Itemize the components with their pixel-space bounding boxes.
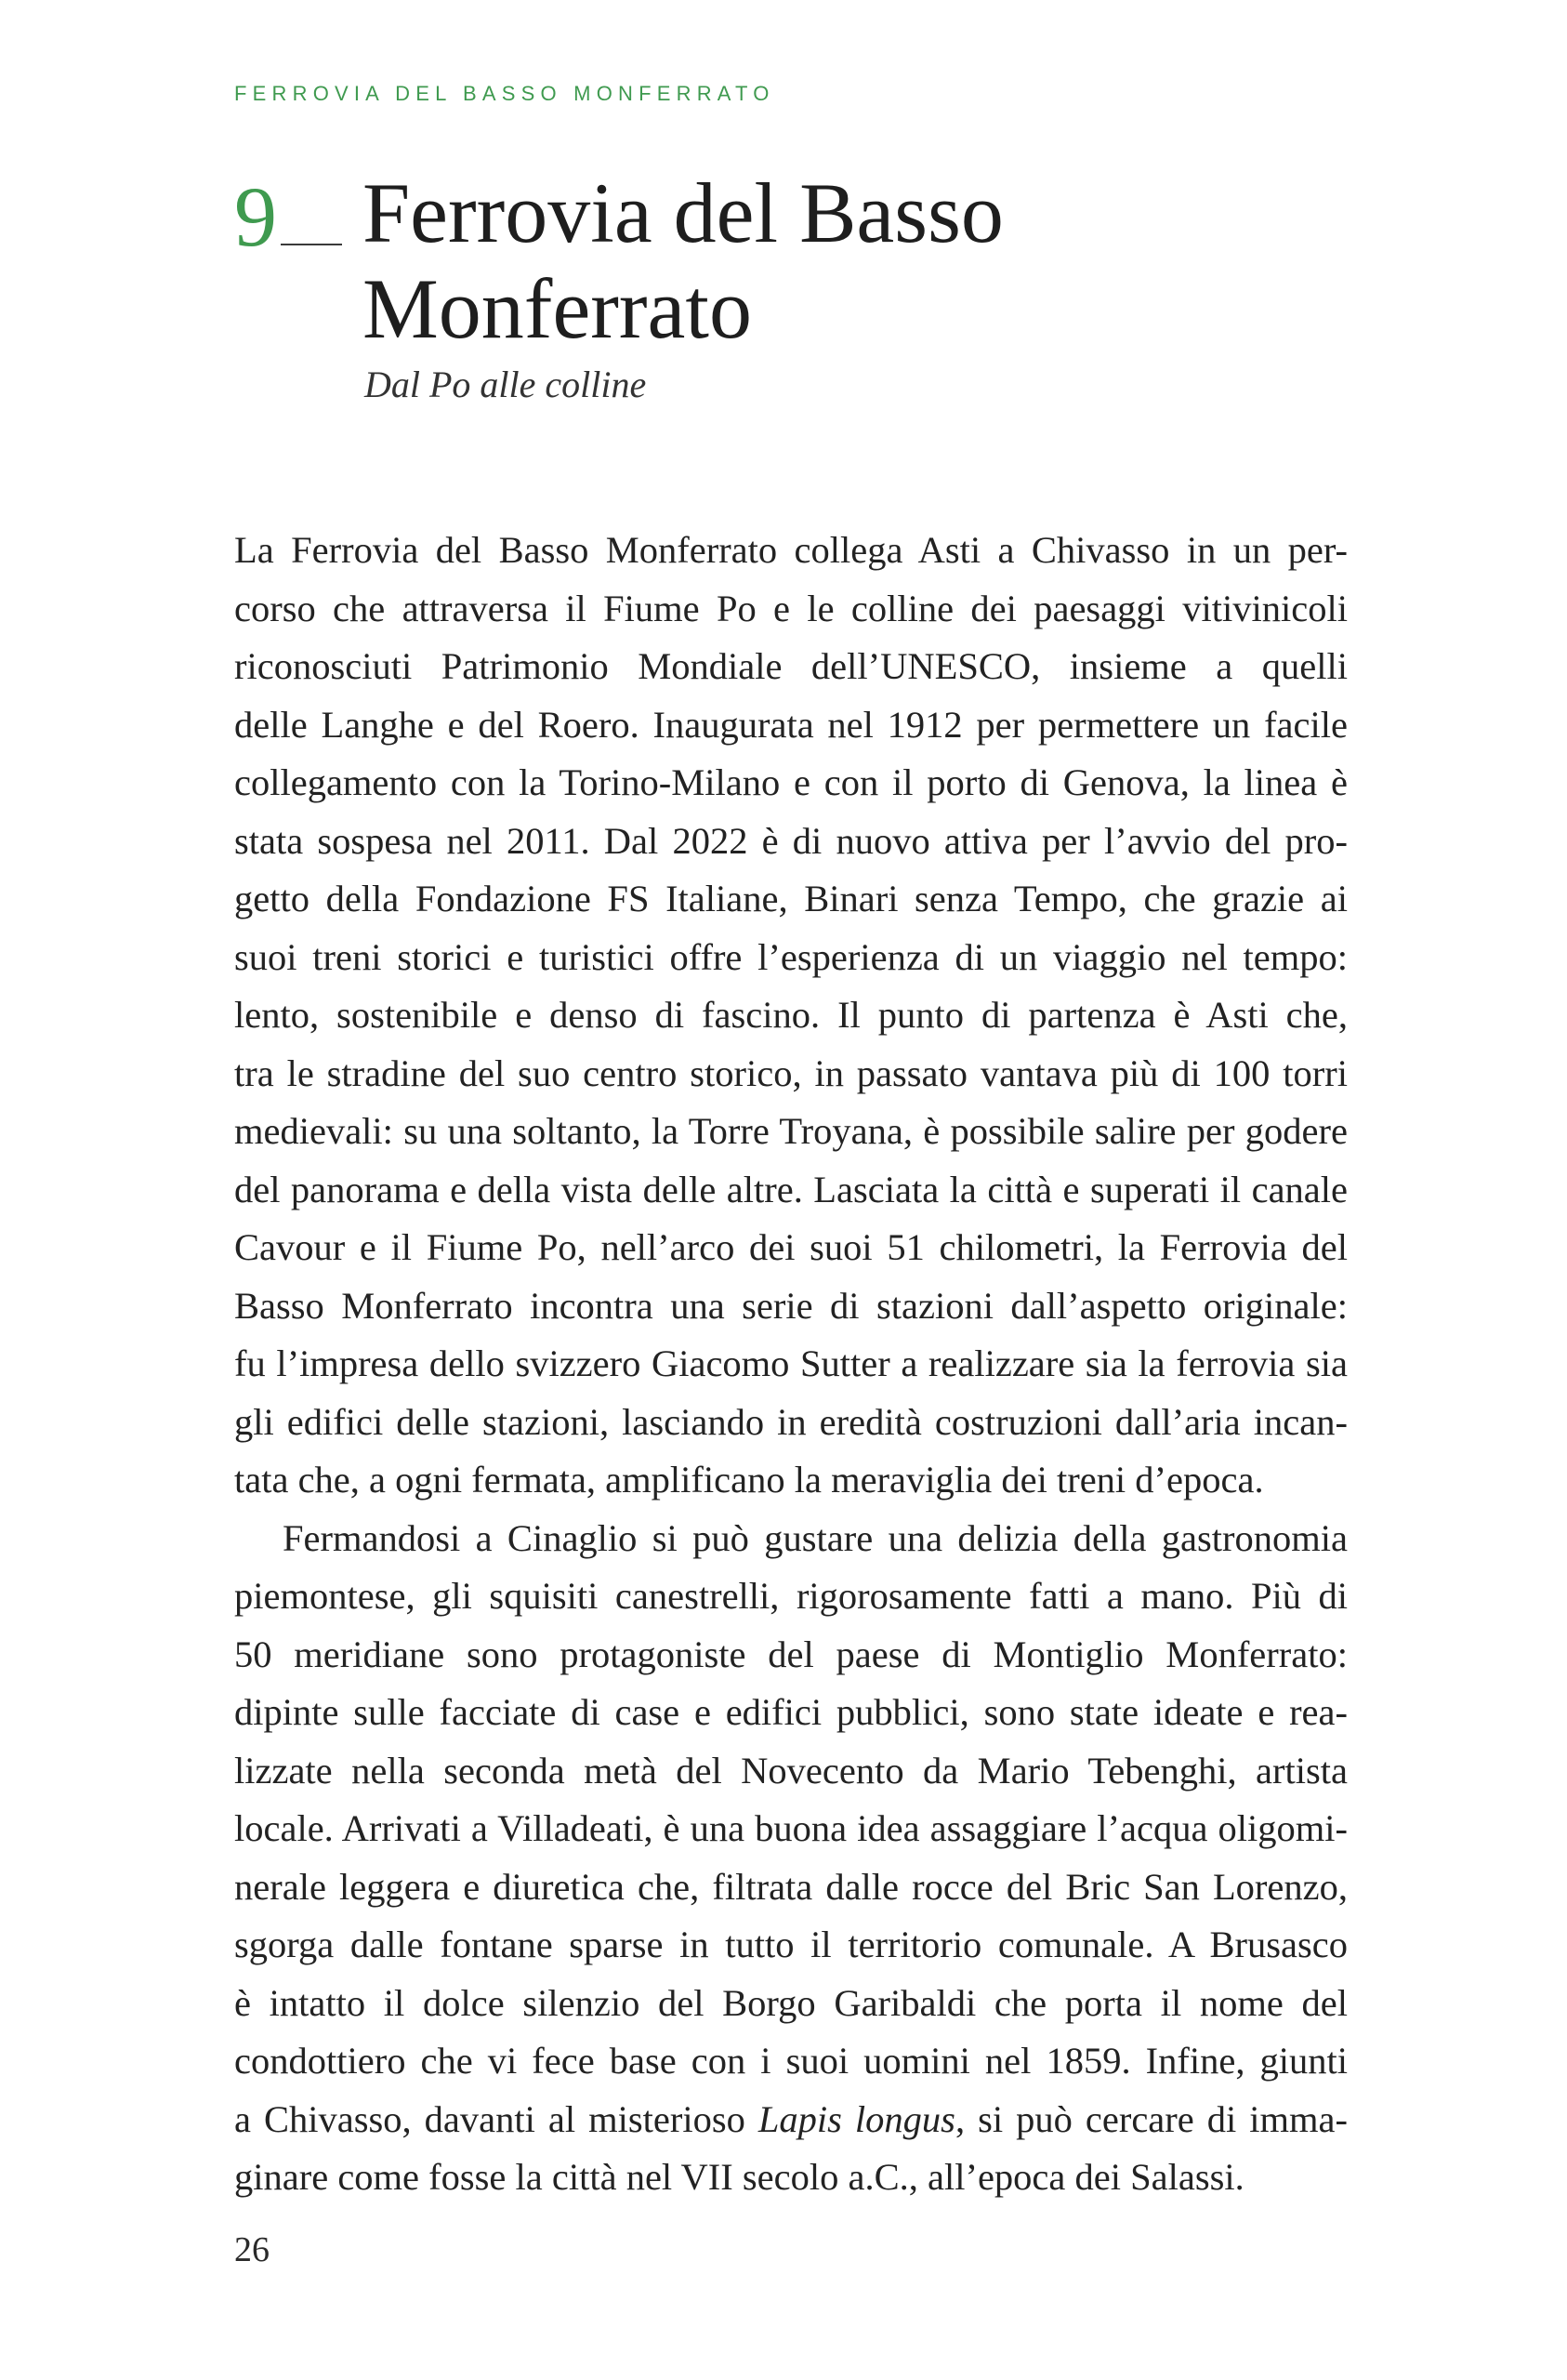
paragraph-line: collegamento con la Torino-Milano e con il porto di Genova, la linea è: [234, 761, 1348, 803]
running-head: FERROVIA DEL BASSO MONFERRATO: [234, 82, 775, 105]
page-number: 26: [234, 2230, 270, 2269]
chapter-title: [362, 165, 1004, 357]
paragraph-line: fu l’impresa dello svizzero Giacomo Sutter a realizzare sia la ferrovia sia: [234, 1342, 1348, 1384]
paragraph-line: riconosciuti Patrimonio Mondiale dell’UNESCO, insieme a quelli: [234, 645, 1348, 687]
paragraph-line: condottiero che vi fece base con i suoi uomini nel 1859. Infine, giunti: [234, 2040, 1348, 2082]
paragraph-line: sgorga dalle fontane sparse in tutto il territorio comunale. A Brusasco: [234, 1924, 1348, 1965]
chapter-heading: [234, 165, 1350, 444]
paragraph-line: delle Langhe e del Roero. Inaugurata nel 1912 per permettere un facile: [234, 703, 1348, 746]
chapter-subtitle: Dal Po alle colline: [364, 364, 647, 405]
paragraph-line: [234, 2091, 1348, 2149]
paragraph-line: 50 meridiane sono protagoniste del paese di Montiglio Monferrato:: [234, 1633, 1348, 1675]
italic-term: Lapis longus: [757, 2097, 955, 2140]
paragraph-line: è intatto il dolce silenzio del Borgo Garibaldi che porta il nome del: [234, 1981, 1348, 2024]
chapter-title-line-1: Ferrovia del Basso: [362, 165, 1004, 260]
paragraph-line: dipinte sulle facciate di case e edifici pubblici, sono state ideate e rea-: [234, 1691, 1348, 1733]
paragraph-line: medievali: su una soltanto, la Torre Troyana, è possibile salire per godere: [234, 1110, 1348, 1152]
paragraph-line: stata sospesa nel 2011. Dal 2022 è di nuovo attiva per l’avvio del pro-: [234, 819, 1348, 862]
paragraph-line: La Ferrovia del Basso Monferrato collega Asti a Chivasso in un per-: [234, 529, 1348, 571]
chapter-number-rule: [281, 244, 342, 245]
chapter-title-line-2: Monferrato: [362, 261, 752, 356]
paragraph-line: nerale leggera e diuretica che, filtrata dalle rocce del Bric San Lorenzo,: [234, 1865, 1348, 1908]
line-text-before-italic: a Chivasso, davanti al misterioso: [234, 2097, 758, 2140]
paragraph-line: Fermandosi a Cinaglio si può gustare una delizia della gastronomia: [283, 1516, 1348, 1559]
line-text-after-italic: , si può cercare di imma-: [955, 2097, 1348, 2140]
paragraph-line: lizzate nella seconda metà del Novecento da Mario Tebenghi, artista: [234, 1749, 1348, 1792]
paragraph-line: locale. Arrivati a Villadeati, è una buona idea assaggiare l’acqua oligomi-: [234, 1807, 1348, 1849]
paragraph-line: suoi treni storici e turistici offre l’esperienza di un viaggio nel tempo:: [234, 935, 1348, 978]
paragraph-1: [234, 522, 1348, 1510]
chapter-number: 9: [234, 169, 277, 264]
paragraph-line: gli edifici delle stazioni, lasciando in eredità costruzioni dall’aria incan-: [234, 1400, 1348, 1443]
paragraph-line: ginare come fosse la città nel VII secolo a.C., all’epoca dei Salassi.: [234, 2156, 1244, 2198]
paragraph-line: corso che attraversa il Fiume Po e le colline dei paesaggi vitivinicoli: [234, 587, 1348, 629]
paragraph-2: [234, 1510, 1348, 2207]
paragraph-line: tra le stradine del suo centro storico, in passato vantava più di 100 torri: [234, 1051, 1348, 1094]
paragraph-line: lento, sostenibile e denso di fascino. Il punto di partenza è Asti che,: [234, 994, 1348, 1036]
paragraph-line: tata che, a ogni fermata, amplificano la meraviglia dei treni d’epoca.: [234, 1459, 1264, 1501]
paragraph-line: piemontese, gli squisiti canestrelli, rigorosamente fatti a mano. Più di: [234, 1575, 1348, 1617]
paragraph-line: getto della Fondazione FS Italiane, Binari senza Tempo, che grazie ai: [234, 878, 1348, 919]
body-text: [234, 522, 1348, 2207]
paragraph-line: Basso Monferrato incontra una serie di stazioni dall’aspetto originale:: [234, 1284, 1348, 1327]
paragraph-line: del panorama e della vista delle altre. Lasciata la città e superati il canale: [234, 1168, 1348, 1210]
paragraph-line: Cavour e il Fiume Po, nell’arco dei suoi 51 chilometri, la Ferrovia del: [234, 1226, 1348, 1268]
